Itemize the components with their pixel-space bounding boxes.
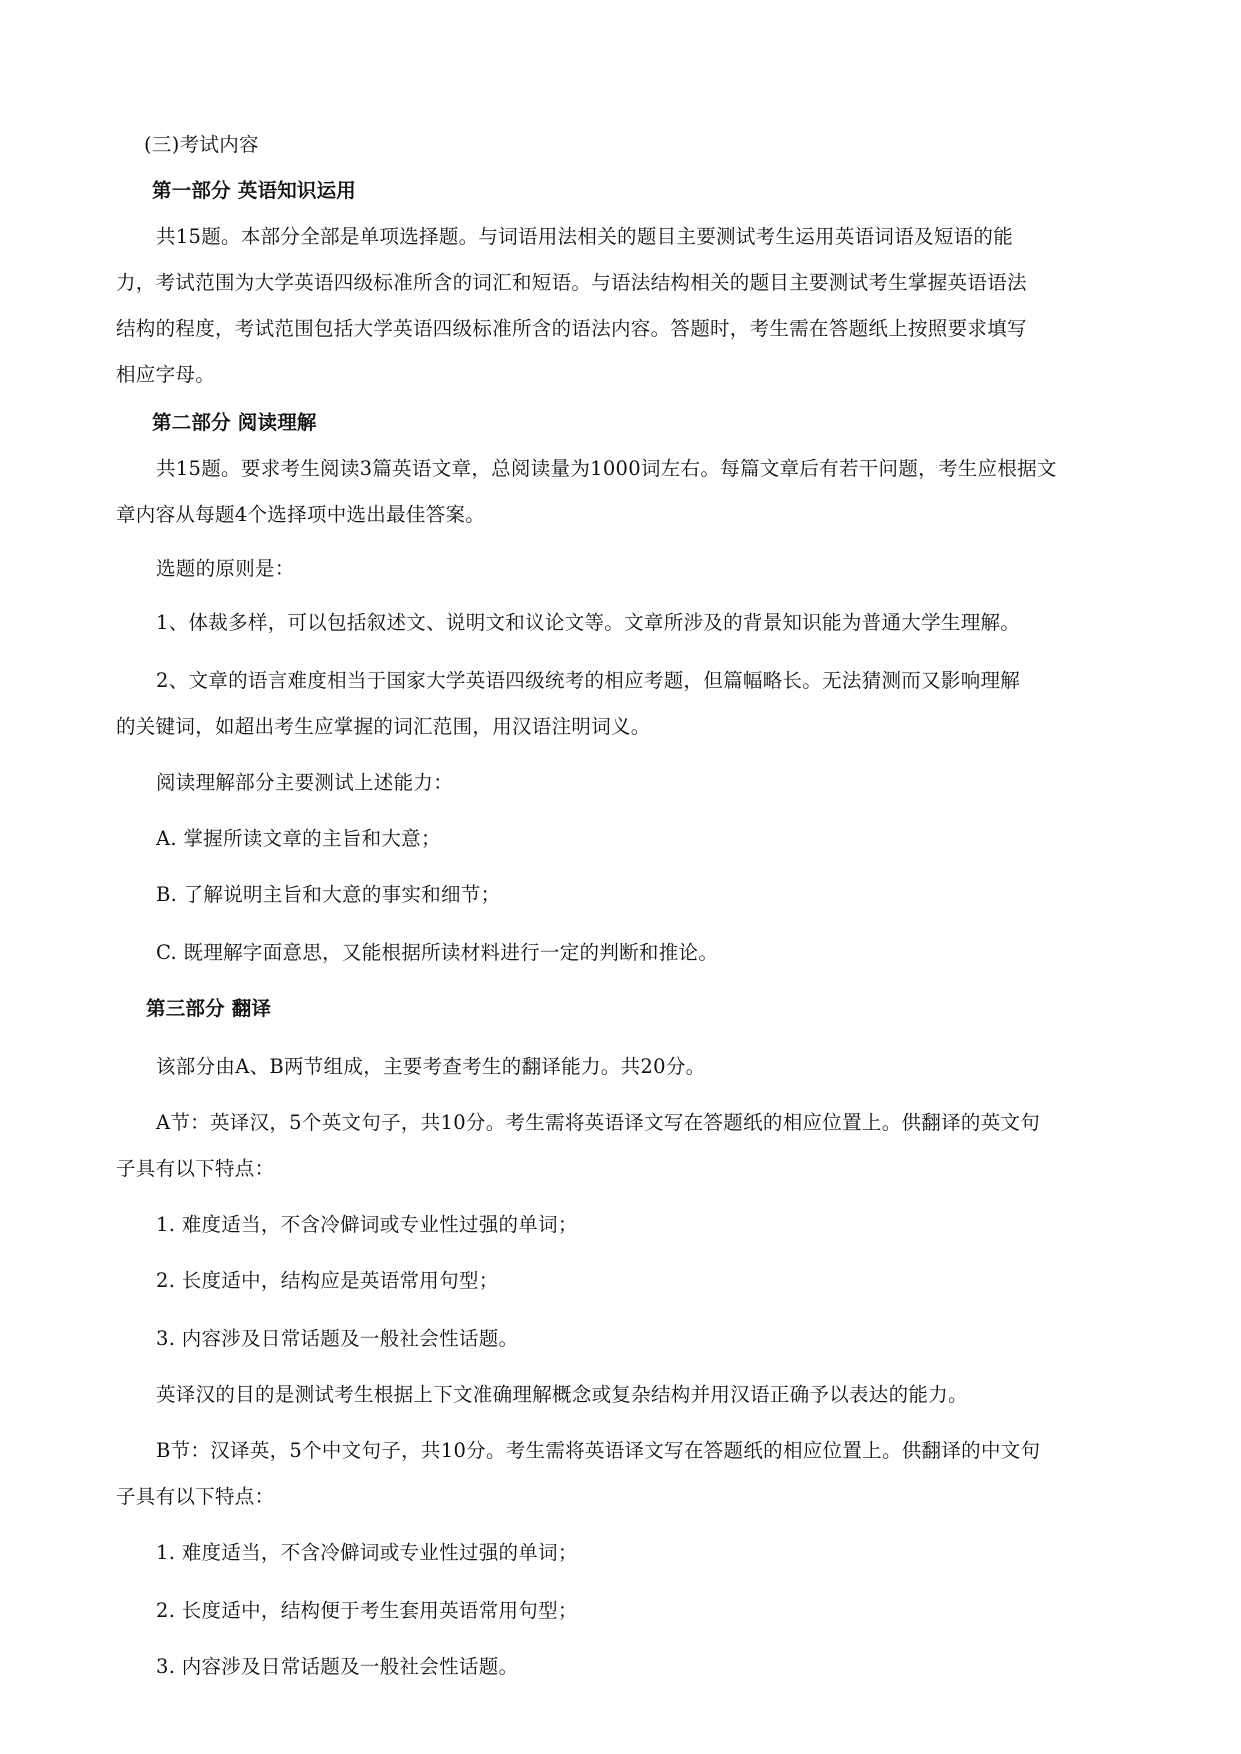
ability-b: B. 了解说明主旨和大意的事实和细节； (156, 883, 501, 906)
part3-intro: 该部分由A、B两节组成，主要考查考生的翻译能力。共20分。 (156, 1055, 706, 1078)
part1-para-line-2: 力，考试范围为大学英语四级标准所含的词汇和短语。与语法结构相关的题目主要测试考生掌握英语语法 (116, 271, 1027, 294)
part2-intro-line-2: 章内容从每题4个选择项中选出最佳答案。 (116, 503, 486, 526)
principle-2-line-2: 的关键词，如超出考生应掌握的词汇范围，用汉语注明词义。 (116, 715, 651, 738)
abilities-label: 阅读理解部分主要测试上述能力： (156, 771, 454, 794)
section-b-item-2: 2. 长度适中，结构便于考生套用英语常用句型； (156, 1599, 578, 1622)
part2-title: 第二部分 阅读理解 (152, 411, 317, 434)
section-a-line-2: 子具有以下特点： (116, 1157, 275, 1180)
part2-intro-line-1: 共15题。要求考生阅读3篇英语文章，总阅读量为1000词左右。每篇文章后有若干问题，考生应根据文 (156, 457, 1057, 480)
section-b-line-2: 子具有以下特点： (116, 1485, 275, 1508)
section-a-item-2: 2. 长度适中，结构应是英语常用句型； (156, 1269, 499, 1292)
part1-title: 第一部分 英语知识运用 (152, 179, 356, 202)
principle-2-line-1: 2、文章的语言难度相当于国家大学英语四级统考的相应考题，但篇幅略长。无法猜测而又影响理解 (156, 669, 1021, 692)
principle-1: 1、体裁多样，可以包括叙述文、说明文和议论文等。文章所涉及的背景知识能为普通大学生理解。 (156, 611, 1021, 634)
section-a-item-1: 1. 难度适当，不含冷僻词或专业性过强的单词； (156, 1213, 578, 1236)
section-b-item-3: 3. 内容涉及日常话题及一般社会性话题。 (156, 1655, 519, 1678)
part1-para-line-1: 共15题。本部分全部是单项选择题。与词语用法相关的题目主要测试考生运用英语词语及短语的能 (156, 225, 1014, 248)
principles-label: 选题的原则是： (156, 557, 295, 580)
ability-a: A. 掌握所读文章的主旨和大意； (156, 827, 441, 850)
section-a-item-3: 3. 内容涉及日常话题及一般社会性话题。 (156, 1327, 519, 1350)
section-heading: (三)考试内容 (144, 133, 259, 156)
section-a-purpose: 英译汉的目的是测试考生根据上下文准确理解概念或复杂结构并用汉语正确予以表达的能力。 (156, 1383, 968, 1406)
section-b-item-1: 1. 难度适当，不含冷僻词或专业性过强的单词； (156, 1541, 578, 1564)
part3-title: 第三部分 翻译 (146, 997, 272, 1020)
section-b-line-1: B节：汉译英，5个中文句子，共10分。考生需将英语译文写在答题纸的相应位置上。供翻译的中文句 (156, 1439, 1041, 1462)
section-a-line-1: A节：英译汉，5个英文句子，共10分。考生需将英语译文写在答题纸的相应位置上。供翻译的英文句 (156, 1111, 1041, 1134)
part1-para-line-4: 相应字母。 (116, 363, 216, 386)
part1-para-line-3: 结构的程度，考试范围包括大学英语四级标准所含的语法内容。答题时，考生需在答题纸上按照要求填写 (116, 317, 1027, 340)
ability-c: C. 既理解字面意思，又能根据所读材料进行一定的判断和推论。 (156, 941, 719, 964)
